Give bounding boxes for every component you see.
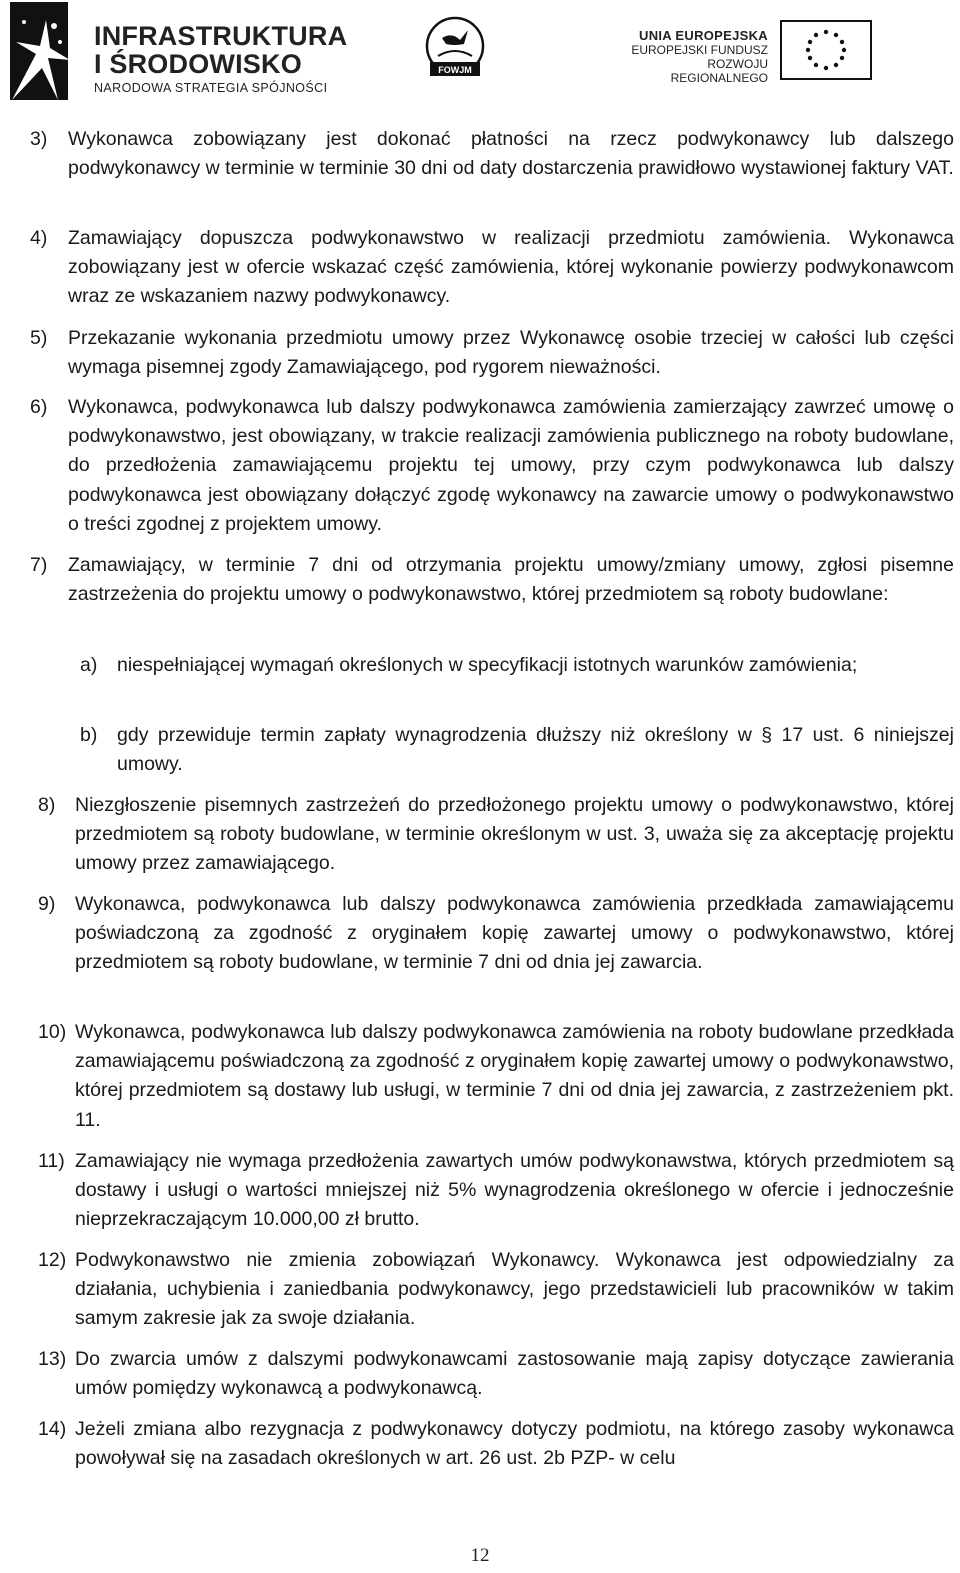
list-item-text: Wykonawca, podwykonawca lub dalszy podwykonawca zamówienia przedkłada zamawiającemu poświadczoną za zgodność z oryginałem kopię zawartej umowy o podwykonawstwo, której przedmiotem są roboty budowlane, w terminie 7 dni od dnia jej zawarcia. bbox=[75, 893, 954, 974]
sub-list-item-text: gdy przewiduje termin zapłaty wynagrodzenia dłuższy niż określony w § 17 ust. 6 niniejszej umowy. bbox=[117, 724, 954, 776]
list-item-text: Do zwarcia umów z dalszymi podwykonawcami zastosowanie mają zapisy dotyczące zawierania umów pomiędzy wykonawcą a podwykonawcą. bbox=[75, 1348, 954, 1400]
list-item-number: 4) bbox=[30, 227, 48, 249]
list-item-number: 13) bbox=[38, 1348, 67, 1370]
star-figure-icon bbox=[6, 2, 72, 100]
list-item bbox=[30, 224, 954, 312]
list-item-number: 8) bbox=[38, 794, 56, 816]
list-item-number: 5) bbox=[30, 327, 48, 349]
eu-line-2: EUROPEJSKI FUNDUSZ bbox=[631, 43, 768, 57]
brand-line-1: INFRASTRUKTURA bbox=[94, 21, 348, 51]
list-item bbox=[30, 393, 954, 539]
page-header bbox=[0, 0, 960, 110]
list-item-number: 3) bbox=[30, 128, 48, 150]
list-item-number: 10) bbox=[38, 1021, 67, 1043]
list-item-number: 12) bbox=[38, 1249, 67, 1271]
brand-line-3: NARODOWA STRATEGIA SPÓJNOŚCI bbox=[94, 81, 328, 95]
bird-emblem-icon bbox=[420, 16, 490, 82]
eu-line-1: UNIA EUROPEJSKA bbox=[639, 28, 768, 43]
list-item bbox=[30, 1345, 954, 1403]
list-item bbox=[30, 1018, 954, 1135]
list-item bbox=[30, 324, 954, 382]
list-item bbox=[30, 1147, 954, 1235]
list-item bbox=[30, 791, 954, 879]
list-item-number: 11) bbox=[38, 1150, 65, 1172]
list-item-text: Podwykonawstwo nie zmienia zobowiązań Wykonawcy. Wykonawca jest odpowiedzialny za działania, uchybienia i zaniedbania podwykonawcy, jego przedstawicieli lub pracowników w takim samym zakresie jak za swoje działania. bbox=[75, 1249, 954, 1330]
sub-list-item bbox=[80, 721, 954, 779]
list-item-text: Wykonawca, podwykonawca lub dalszy podwykonawca zamówienia zamierzający zawrzeć umowę o podwykonawstwo, jest obowiązany, w trakcie realizacji zamówienia publicznego na roboty budowlane, do przedłożenia zamawiającemu projektu tej umowy, przy czym podwykonawca lub dalszy podwykonawca jest obowiązany dołączyć zgodę wykonawcy na zawarcie umowy o podwykonawstwo o treści zgodnej z projektem umowy. bbox=[68, 396, 954, 535]
fowjm-logo bbox=[420, 16, 490, 82]
list-item-text: Wykonawca zobowiązany jest dokonać płatności na rzecz podwykonawcy lub dalszego podwykonawcy w terminie w terminie 30 dni od daty dostarczenia prawidłowo wystawionej faktury VAT. bbox=[68, 128, 954, 180]
list-item bbox=[30, 551, 954, 609]
list-item-number: 7) bbox=[30, 554, 48, 576]
list-item-text: Jeżeli zmiana albo rezygnacja z podwykonawcy dotyczy podmiotu, na którego zasoby wykonawca powoływał się na zasadach określonych w art. 26 ust. 2b PZP- w celu bbox=[75, 1418, 954, 1470]
list-item-number: 14) bbox=[38, 1418, 67, 1440]
list-item-text: Wykonawca, podwykonawca lub dalszy podwykonawca zamówienia na roboty budowlane przedkłada zamawiającemu poświadczoną za zgodność z oryginałem kopię zawartej umowy o podwykonawstwo, której przedmiotem są dostawy lub usługi, w terminie 7 dni od dnia jej zawarcia, z zastrzeżeniem pkt. 11. bbox=[75, 1021, 954, 1131]
sub-list-item-text: niespełniającej wymagań określonych w specyfikacji istotnych warunków zamówienia; bbox=[117, 654, 858, 676]
list-item bbox=[30, 125, 954, 183]
brand-line-2: I ŚRODOWISKO bbox=[94, 49, 302, 79]
sub-list-item-letter: a) bbox=[80, 654, 98, 676]
list-item bbox=[30, 1246, 954, 1334]
list-item-text: Przekazanie wykonania przedmiotu umowy przez Wykonawcę osobie trzeciej w całości lub części wymaga pisemnej zgody Zamawiającego, pod rygorem nieważności. bbox=[68, 327, 954, 379]
list-item-text: Zamawiający, w terminie 7 dni od otrzymania projektu umowy/zmiany umowy, zgłosi pisemne zastrzeżenia do projektu umowy o podwykonawstwo, której przedmiotem są roboty budowlane: bbox=[68, 554, 954, 606]
list-item-text: Zamawiający dopuszcza podwykonawstwo w realizacji przedmiotu zamówienia. Wykonawca zobowiązany jest w ofercie wskazać część zamówienia, której wykonanie powierzy podwykonawcom wraz ze wskazaniem nazwy podwykonawcy. bbox=[68, 227, 954, 308]
sub-list-item-letter: b) bbox=[80, 724, 98, 746]
eu-text-block bbox=[618, 28, 768, 85]
list-item-number: 9) bbox=[38, 893, 56, 915]
list-item-text: Niezgłoszenie pisemnych zastrzeżeń do przedłożonego projektu umowy o podwykonawstwo, której przedmiotem są roboty budowlane, w terminie określonym w ust. 3, uważa się za akceptację projektu umowy przez zamawiającego. bbox=[75, 794, 954, 875]
infrastruktura-brand bbox=[94, 22, 347, 95]
eu-line-3: ROZWOJU REGIONALNEGO bbox=[670, 57, 768, 85]
list-item bbox=[30, 1415, 954, 1473]
eu-flag-icon bbox=[780, 20, 872, 80]
list-item-number: 6) bbox=[30, 396, 48, 418]
list-item bbox=[30, 890, 954, 978]
fowjm-label: FOWJM bbox=[438, 65, 472, 75]
list-item-text: Zamawiający nie wymaga przedłożenia zawartych umów podwykonawstwa, których przedmiotem są dostawy i usługi o wartości mniejszej niż 5% wynagrodzenia określonego w ofercie i jednocześnie nieprzekraczającym 10.000,00 zł brutto. bbox=[75, 1150, 954, 1231]
sub-list-item bbox=[80, 651, 954, 680]
page-number: 12 bbox=[470, 1545, 490, 1566]
